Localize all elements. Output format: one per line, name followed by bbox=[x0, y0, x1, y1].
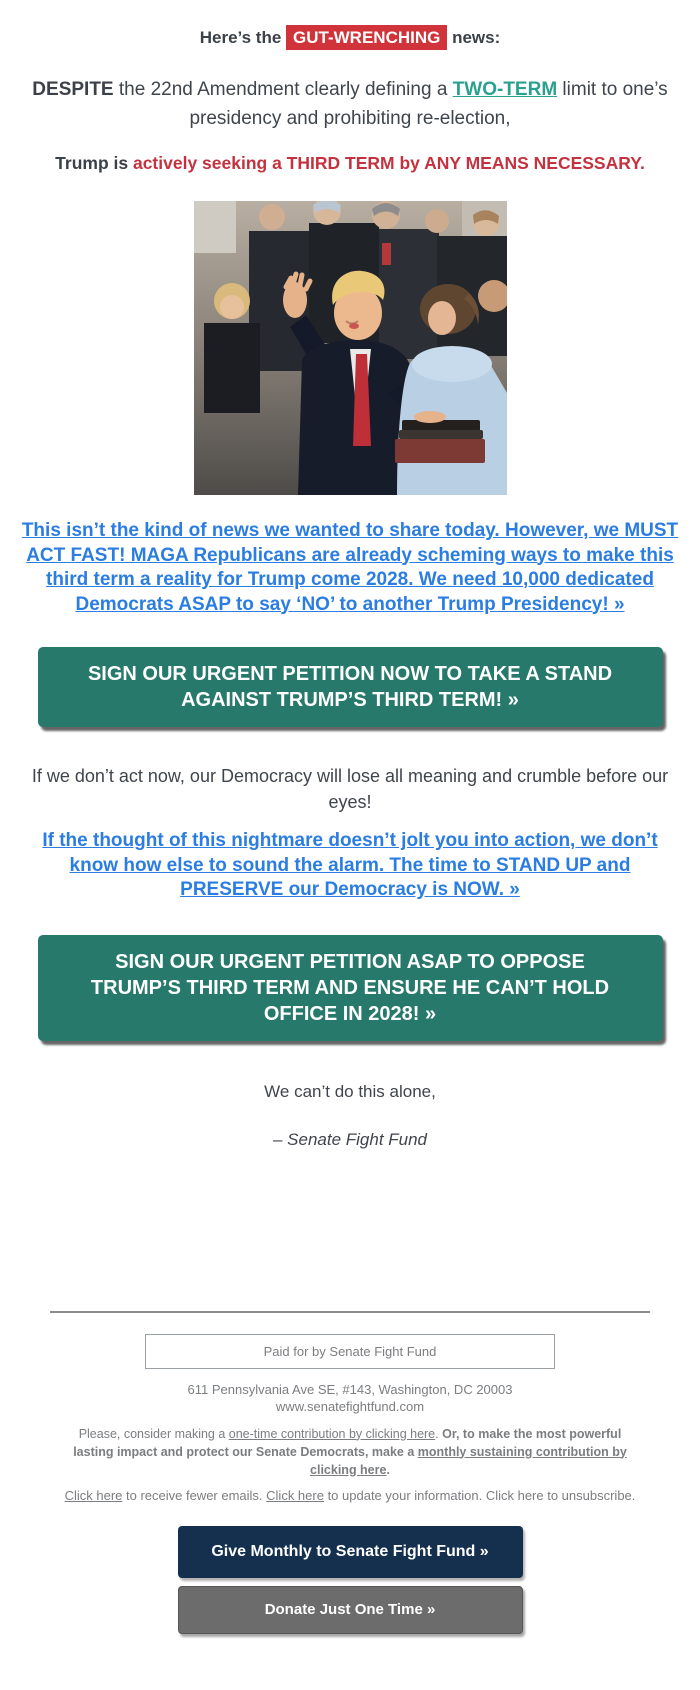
petition-cta-button-2[interactable]: SIGN OUR URGENT PETITION ASAP TO OPPOSE TRUMP’S THIRD TERM AND ENSURE HE CAN’T HOLD OFFICE IN 2028! » bbox=[38, 935, 663, 1041]
prefs-text-1: to receive fewer emails. bbox=[122, 1487, 267, 1503]
closing-line: We can’t do this alone, bbox=[264, 1081, 436, 1101]
warning-dark: Trump is bbox=[55, 153, 133, 173]
disclaimer-text-2: . bbox=[435, 1426, 443, 1441]
petition-link-1[interactable]: This isn’t the kind of news we wanted to share today. However, we MUST ACT FAST! MAGA Republicans are already scheming ways to make this third term a reality for Trump come 2028. We need 10,000 dedicated Democrats ASAP to say ‘NO’ to another Trump Presidency! » bbox=[21, 520, 679, 615]
update-info-link[interactable]: Click here bbox=[266, 1487, 324, 1503]
warning-line bbox=[20, 151, 680, 175]
disclaimer-text-3: Or, to make the most powerful lasting impact and protect our Senate Democrats, make a bbox=[73, 1426, 622, 1459]
street-address: 611 Pennsylvania Ave SE, #143, Washington, DC 20003 bbox=[187, 1381, 513, 1397]
headline-post: news: bbox=[447, 28, 501, 47]
contribution-disclaimer bbox=[68, 1425, 632, 1479]
petition-link-2[interactable]: If the thought of this nightmare doesn’t jolt you into action, we don’t know how else to sound the alarm. The time to STAND UP and PRESERVE our Democracy is NOW. » bbox=[42, 830, 658, 900]
headline bbox=[30, 25, 670, 51]
prefs-text-2: to update your information. Click here to unsubscribe. bbox=[323, 1487, 636, 1503]
paid-for-box: Paid for by Senate Fight Fund bbox=[145, 1334, 555, 1369]
intro-paragraph bbox=[32, 75, 668, 133]
disclaimer-text-4: . bbox=[386, 1462, 390, 1477]
donate-once-button[interactable]: Donate Just One Time » bbox=[178, 1586, 523, 1634]
inauguration-photo-illustration bbox=[194, 201, 507, 495]
headline-highlight: GUT-WRENCHING bbox=[286, 25, 447, 50]
one-time-contribution-link[interactable]: one-time contribution by clicking here bbox=[228, 1426, 436, 1441]
two-term-link[interactable]: TWO-TERM bbox=[452, 79, 558, 100]
email-preferences-line bbox=[40, 1487, 660, 1504]
footer-divider bbox=[50, 1311, 650, 1313]
warning-red: actively seeking a THIRD TERM by ANY MEANS NECESSARY. bbox=[132, 153, 645, 173]
urgency-paragraph: If we don’t act now, our Democracy will lose all meaning and crumble before our eyes! bbox=[31, 766, 669, 812]
monthly-contribution-link[interactable]: monthly sustaining contribution by clicking here bbox=[310, 1444, 627, 1477]
website-url: www.senatefightfund.com bbox=[275, 1398, 425, 1414]
headline-pre: Here’s the bbox=[199, 28, 287, 47]
intro-tail: limit to one’s presidency and prohibiting re-election, bbox=[189, 79, 668, 129]
signature: – Senate Fight Fund bbox=[272, 1129, 428, 1149]
fewer-emails-link[interactable]: Click here bbox=[64, 1487, 123, 1503]
inauguration-photo bbox=[194, 201, 507, 495]
disclaimer-text-1: Please, consider making a bbox=[78, 1426, 229, 1441]
address-block bbox=[40, 1381, 660, 1415]
intro-bold-lead: DESPITE bbox=[32, 79, 114, 100]
intro-mid: the 22nd Amendment clearly defining a bbox=[113, 79, 453, 100]
petition-cta-button-1[interactable]: SIGN OUR URGENT PETITION NOW TO TAKE A STAND AGAINST TRUMP’S THIRD TERM! » bbox=[38, 647, 663, 727]
give-monthly-button[interactable]: Give Monthly to Senate Fight Fund » bbox=[178, 1526, 523, 1578]
